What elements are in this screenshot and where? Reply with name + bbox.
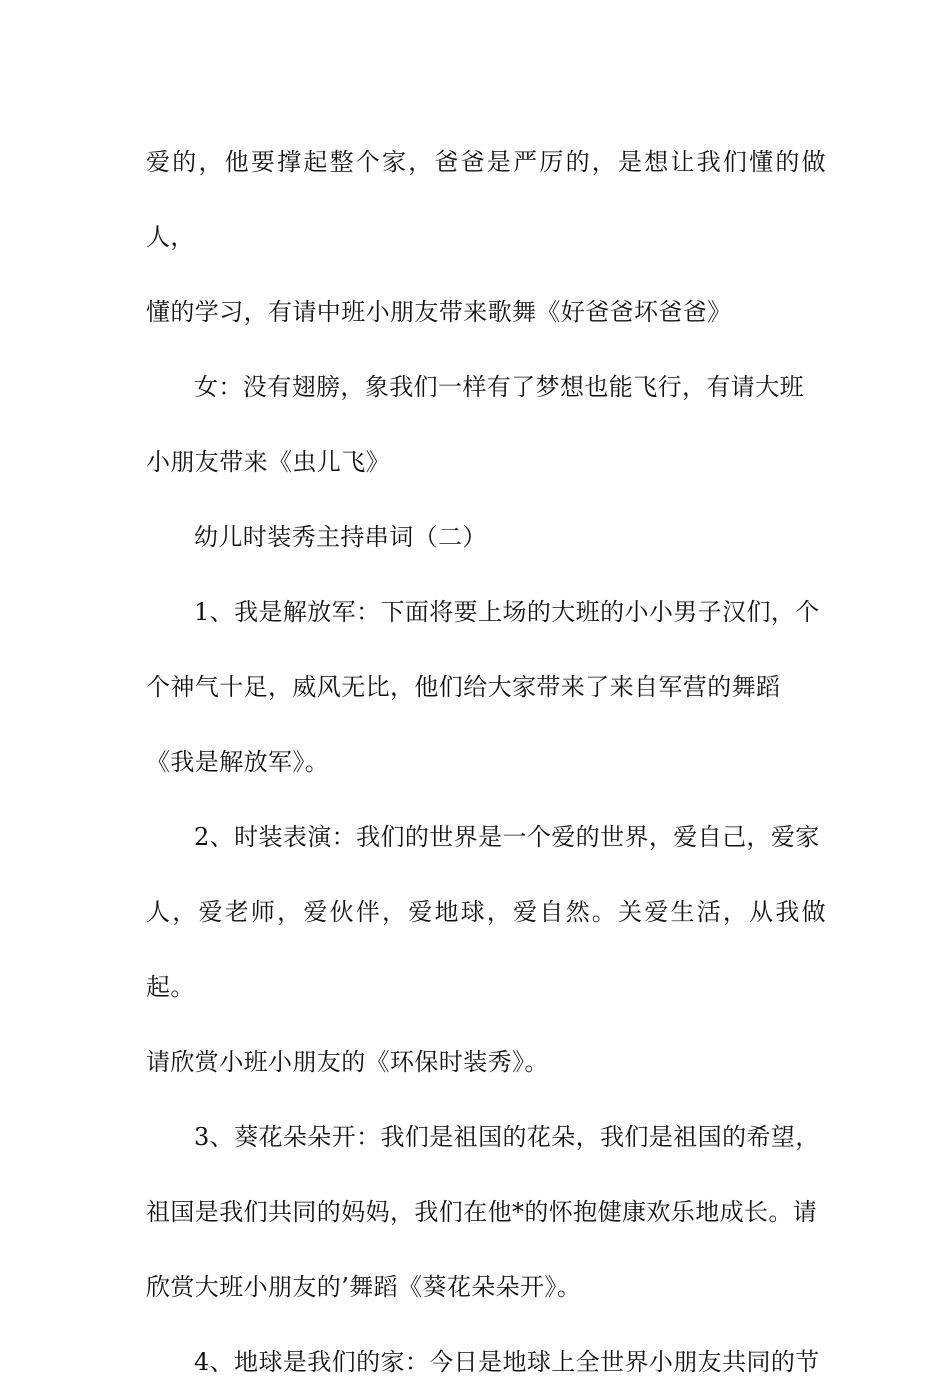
text-line: 欣赏大班小朋友的’舞蹈《葵花朵朵开》。 <box>146 1273 582 1301</box>
text-line: 4、地球是我们的家：今日是地球上全世界小朋友共同的节 <box>194 1348 820 1376</box>
text-line: 懂的学习，有请中班小朋友带来歌舞《好爸爸坏爸爸》 <box>146 298 732 326</box>
text-line: 爱的，他要撑起整个家，爸爸是严厉的，是想让我们懂的做人， <box>146 148 826 251</box>
text-line: 2、时装表演：我们的世界是一个爱的世界，爱自己，爱家 <box>194 823 820 851</box>
paragraph-4 <box>146 800 826 1100</box>
text-line: 1、我是解放军：下面将要上场的大班的小小男子汉们，个 <box>194 598 820 626</box>
section-heading <box>146 500 826 575</box>
text-line: 祖国是我们共同的妈妈，我们在他*的怀抱健康欢乐地成长。请 <box>146 1198 818 1226</box>
text-line: 《我是解放军》。 <box>146 748 330 776</box>
heading-text: 幼儿时装秀主持串词（二） <box>194 523 487 551</box>
paragraph-3 <box>146 575 826 800</box>
text-line: 个神气十足，威风无比，他们给大家带来了来自军营的舞蹈 <box>146 673 781 701</box>
paragraph-2 <box>146 350 826 500</box>
paragraph-6 <box>146 1325 826 1400</box>
text-line: 3、葵花朵朵开：我们是祖国的花朵，我们是祖国的希望， <box>194 1123 820 1151</box>
paragraph-1 <box>146 125 826 350</box>
text-line: 小朋友带来《虫儿飞》 <box>146 448 390 476</box>
paragraph-5 <box>146 1100 826 1325</box>
text-line: 女：没有翅膀，象我们一样有了梦想也能飞行，有请大班 <box>194 373 804 401</box>
document-body <box>146 125 826 1400</box>
text-line: 人，爱老师，爱伙伴，爱地球，爱自然。关爱生活，从我做起。 <box>146 898 826 1001</box>
text-line: 请欣赏小班小朋友的《环保时装秀》。 <box>146 1048 549 1076</box>
